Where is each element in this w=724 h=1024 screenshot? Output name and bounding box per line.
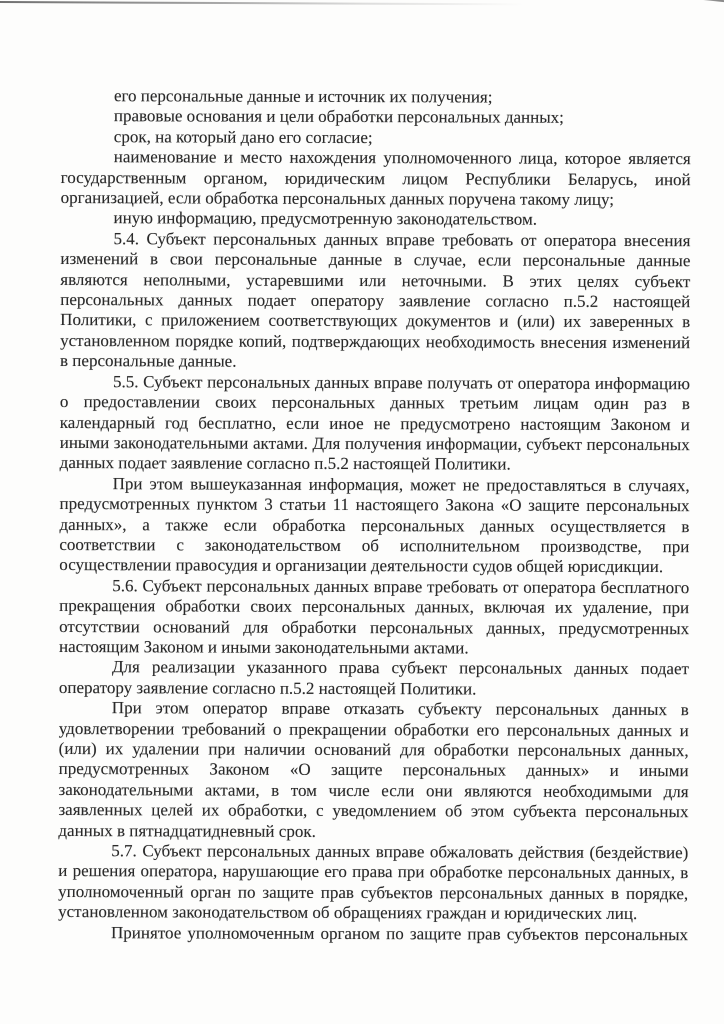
- paragraph: Для реализации указанного права субъект персональных данных подает оператору заявление согласно п.5.2 настоящей Политики.: [58, 657, 690, 699]
- document-body: [58, 86, 691, 945]
- paragraph: При этом вышеуказанная информация, может не предоставляться в случаях, предусмотренных пунктом 3 статьи 11 настоящего Закона «О защите персональных данных», а также если обработка персональных данных осуществляется в соответствии с законодательством об исполнительном производстве, при осуществлении правосудия и организации деятельности судов общей юрисдикции.: [59, 473, 690, 577]
- paragraph: 5.6. Субъект персональных данных вправе требовать от оператора бесплатного прекращения обработки своих персональных данных, включая их удаление, при отсутствии оснований для обработки персональных данных, предусмотренных настоящим Законом и иными законодательными актами.: [59, 575, 690, 658]
- paragraph: его персональные данные и источник их получения;: [113, 86, 493, 107]
- paragraph: наименование и место нахождения уполномоченного лица, которое является государственным органом, юридическим лицом Республики Беларусь, иной организацией, если обработка персональных данных поручена такому лицу;: [60, 147, 691, 209]
- paragraph: Принятое уполномоченным органом по защите прав субъектов персональных: [111, 922, 689, 944]
- paragraph: 5.7. Субъект персональных данных вправе обжаловать действия (бездействие) и решения оператора, нарушающие его права при обработке персональных данных, в уполномоченный орган по защите прав субъектов персональных данных в порядке, установленном законодательством об обращениях граждан и юридических лиц.: [58, 841, 689, 924]
- scan-top-edge-artifact: [0, 1, 524, 5]
- paragraph: 5.4. Субъект персональных данных вправе требовать от оператора внесения изменений в свои персональные данные в случае, если персональные данные являются неполными, устаревшими или неточными. В этих целях субъект персональных данных подает оператору заявление согласно п.5.2 настоящей Политики, с приложением соответствующих документов и (или) их заверенных в установленном порядке копий, подтверждающих необходимость внесения изменений в персональные данные.: [60, 229, 691, 371]
- paragraph: При этом оператор вправе отказать субъекту персональных данных в удовлетворении требований о прекращении обработки его персональных данных и (или) их удалении при наличии оснований для обработки персональных данных, предусмотренных Законом «О защите персональных данных» и иными законодательными актами, в том числе если они являются необходимыми для заявленных целей их обработки, с уведомлением об этом субъекта персональных данных в пятнадцатидневный срок.: [58, 698, 689, 841]
- paragraph: правовые основания и цели обработки персональных данных;: [113, 106, 564, 128]
- paragraph: срок, на который дано его согласие;: [113, 126, 373, 147]
- paragraph: 5.5. Субъект персональных данных вправе получать от оператора информацию о предоставлении своих персональных данных третьим лицам один раз в календарный год бесплатно, если иное не предусмотрено настоящим Законом и иными законодательными актами. Для получения информации, субъект персональных данных подает заявление согласно п.5.2 настоящей Политики.: [59, 371, 690, 474]
- paragraph: иную информацию, предусмотренную законодательством.: [113, 208, 538, 230]
- scan-top-right-edge-artifact: [662, 0, 724, 3]
